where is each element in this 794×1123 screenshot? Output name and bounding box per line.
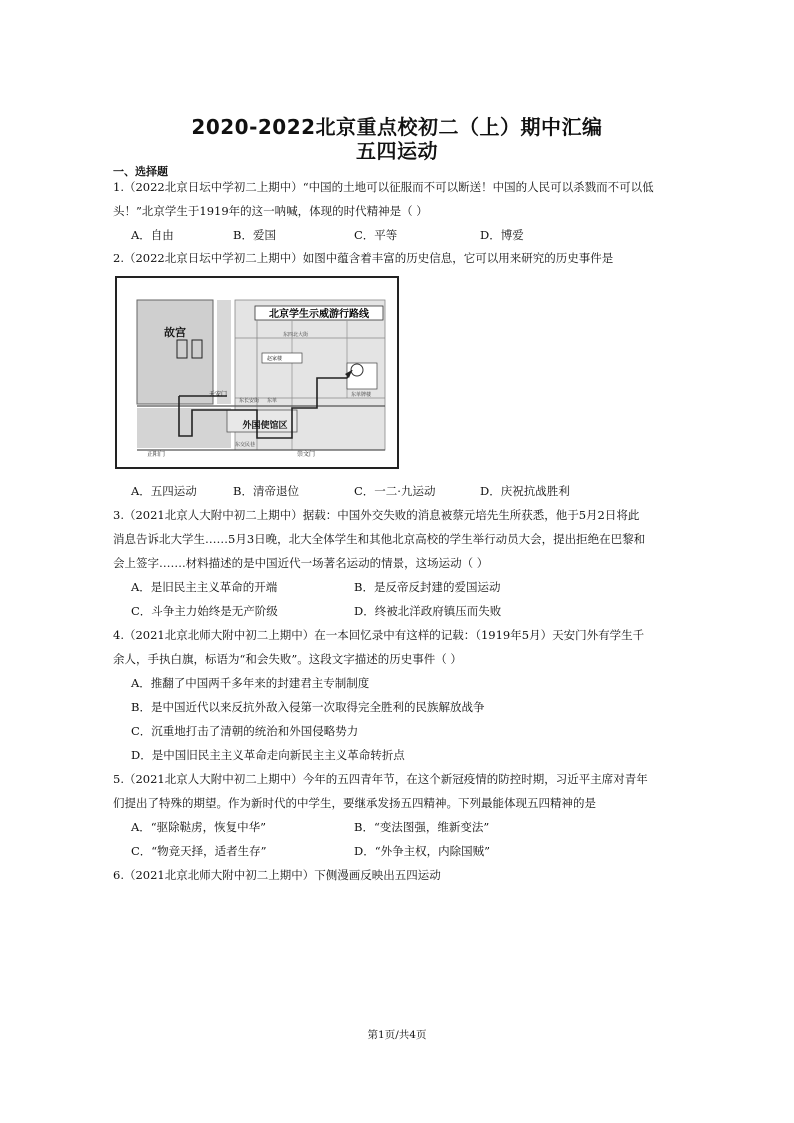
q5-option-a: A．“驱除鞑虏，恢复中华” — [131, 820, 267, 834]
q5-option-d: D．“外争主权，内除国贼” — [354, 844, 490, 858]
section-label: 一、选择题 — [113, 165, 168, 178]
q2-option-a: A．五四运动 — [131, 484, 197, 498]
map-title: 北京学生示威游行路线 — [269, 309, 369, 320]
q1-option-d: D．博爱 — [480, 228, 524, 242]
q3-option-a: A．是旧民主主义革命的开端 — [131, 580, 278, 594]
map-label-legation: 外国使馆区 — [242, 421, 288, 431]
q5-option-b: B．“变法图强，维新变法” — [354, 820, 490, 834]
q5-option-c: C．“物竞天择，适者生存” — [131, 844, 267, 858]
q3-stem-line1: 3.（2021北京人大附中初二上期中）据载：中国外交失败的消息被蔡元培先生所获悉，他于5月2日将此 — [113, 508, 640, 522]
q3-option-c: C．斗争主力始终是无产阶级 — [131, 604, 278, 618]
map-drawing — [117, 278, 397, 467]
q4-option-b: B．是中国近代以来反抗外敌入侵第一次取得完全胜利的民族解放战争 — [131, 700, 485, 714]
map-label-street1: 东长安街 — [239, 398, 260, 404]
map-label-zhao-residence: 赵家楼 — [267, 356, 283, 362]
q1-option-c: C．平等 — [354, 228, 398, 242]
q2-stem-line1: 2.（2022北京日坛中学初二上期中）如图中蕴含着丰富的历史信息，它可以用来研究的历史事件是 — [113, 251, 614, 265]
q2-option-b: B．清帝退位 — [233, 484, 299, 498]
q3-stem-line2: 消息告诉北大学生……5月3日晚，北大全体学生和其他北京高校的学生举行动员大会，提出拒绝在巴黎和 — [113, 532, 646, 546]
map-label-street2: 东单 — [267, 398, 278, 404]
map-label-chongwenmen: 崇文门 — [297, 451, 316, 458]
map-label-street5: 东四北大街 — [283, 332, 309, 338]
map-label-street4: 东单牌楼 — [351, 392, 372, 398]
map-label-street3: 东交民巷 — [235, 442, 256, 448]
q3-stem-line3: 会上签字…….材料描述的是中国近代一场著名运动的情景，这场运动（ ） — [113, 556, 489, 570]
document-subtitle: 五四运动 — [356, 139, 438, 163]
map-label-forbidden-city: 故宫 — [164, 326, 186, 339]
q2-option-d: D．庆祝抗战胜利 — [480, 484, 570, 498]
q1-option-a: A．自由 — [131, 228, 174, 242]
q5-stem-line1: 5.（2021北京人大附中初二上期中）今年的五四青年节，在这个新冠疫情的防控时期，习近平主席对青年 — [113, 772, 648, 786]
q2-option-c: C．一二·九运动 — [354, 484, 436, 498]
q4-option-d: D．是中国旧民主主义革命走向新民主主义革命转折点 — [131, 748, 405, 762]
page-footer: 第1页/共4页 — [367, 1029, 427, 1041]
map-label-zhengyangmen: 正阳门 — [147, 451, 166, 458]
q1-option-b: B．爱国 — [233, 228, 276, 242]
q1-stem-line2: 头！”北京学生于1919年的这一呐喊，体现的时代精神是（ ） — [113, 204, 428, 218]
q3-option-b: B．是反帝反封建的爱国运动 — [354, 580, 501, 594]
q4-option-c: C．沉重地打击了清朝的统治和外国侵略势力 — [131, 724, 359, 738]
q4-stem-line2: 余人，手执白旗，标语为“和会失败”。这段文字描述的历史事件（ ） — [113, 652, 462, 666]
demonstration-route-map — [115, 276, 399, 469]
q3-option-d: D．终被北洋政府镇压而失败 — [354, 604, 502, 618]
q4-option-a: A．推翻了中国两千多年来的封建君主专制制度 — [131, 676, 370, 690]
q1-stem-line1: 1.（2022北京日坛中学初二上期中）“中国的土地可以征服而不可以断送！中国的人民可以杀戮而不可以低 — [113, 180, 654, 194]
document-title: 2020-2022北京重点校初二（上）期中汇编 — [191, 115, 603, 139]
q4-stem-line1: 4.（2021北京北师大附中初二上期中）在一本回忆录中有这样的记载：（1919年5月）天安门外有学生千 — [113, 628, 645, 642]
q5-stem-line2: 们提出了特殊的期望。作为新时代的中学生，要继承发扬五四精神。下列最能体现五四精神的是 — [113, 796, 596, 810]
map-label-tiananmen: 天安门 — [209, 391, 228, 398]
q6-stem-line1: 6.（2021北京北师大附中初二上期中）下侧漫画反映出五四运动 — [113, 868, 441, 882]
